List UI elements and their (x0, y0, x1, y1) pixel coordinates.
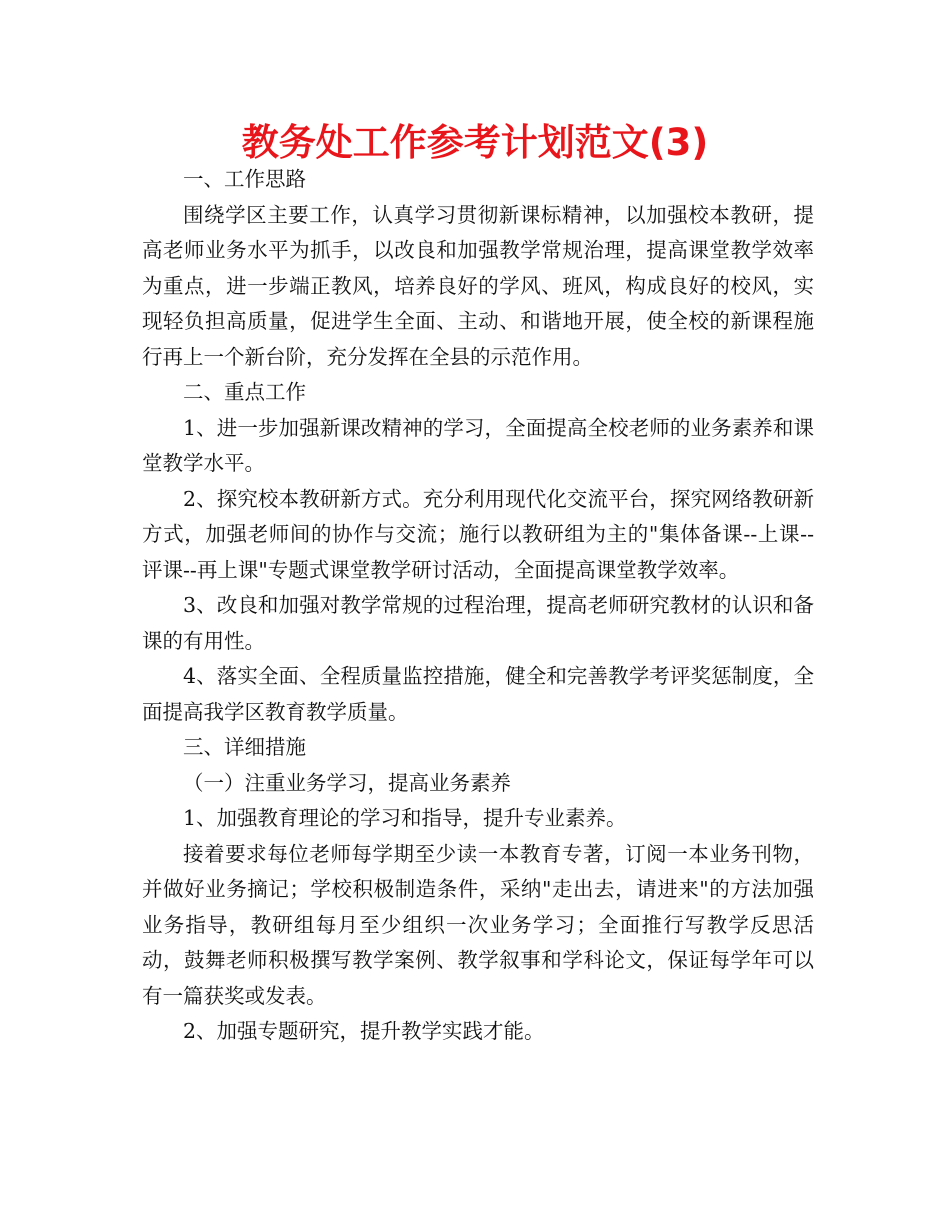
subsection-heading-business-study: （一）注重业务学习，提高业务素养 (183, 770, 511, 795)
document-title: 教务处工作参考计划范文(3) (241, 121, 709, 164)
paragraph-measure-1-detail: 接着要求每位老师每学期至少读一本教育专著，订阅一本业务刊物，并做好业务摘记；学校积极制造条件，采纳"走出去，请进来"的方法加强业务指导，教研组每月至少组织一次业务学习；全面推行写教学反思活动，鼓舞老师积极撰写教学案例、教学叙事和学科论文，保证每学年可以有一篇获奖或发表。 (142, 841, 814, 1008)
paragraph-work-ideas: 围绕学区主要工作，认真学习贯彻新课标精神，以加强校本教研，提高老师业务水平为抓手，以改良和加强教学常规治理，提高课堂教学效率为重点，进一步端正教风，培养良好的学风、班风，构成良好的校风，实现轻负担高质量，促进学生全面、主动、和谐地开展，使全校的新课程施行再上一个新台阶，充分发挥在全县的示范作用。 (142, 202, 814, 369)
list-item-key-work-4: 4、落实全面、全程质量监控措施，健全和完善教学考评奖惩制度，全面提高我学区教育教学质量。 (142, 664, 814, 724)
section-heading-work-ideas: 一、工作思路 (183, 167, 306, 191)
list-item-key-work-1: 1、进一步加强新课改精神的学习，全面提高全校老师的业务素养和课堂教学水平。 (142, 415, 814, 475)
document-body (142, 162, 814, 1050)
section-heading-detailed-measures: 三、详细措施 (183, 735, 306, 759)
list-item-key-work-2: 2、探究校本教研新方式。充分利用现代化交流平台，探究网络教研新方式，加强老师间的协作与交流；施行以教研组为主的"集体备课--上课--评课--再上课"专题式课堂教学研讨活动，全面提高课堂教学效率。 (142, 486, 814, 582)
list-item-measure-1: 1、加强教育理论的学习和指导，提升专业素养。 (183, 806, 627, 830)
list-item-measure-2: 2、加强专题研究，提升教学实践才能。 (183, 1019, 545, 1043)
list-item-key-work-3: 3、改良和加强对教学常规的过程治理，提高老师研究教材的认识和备课的有用性。 (142, 593, 814, 653)
section-heading-key-work: 二、重点工作 (183, 380, 306, 404)
